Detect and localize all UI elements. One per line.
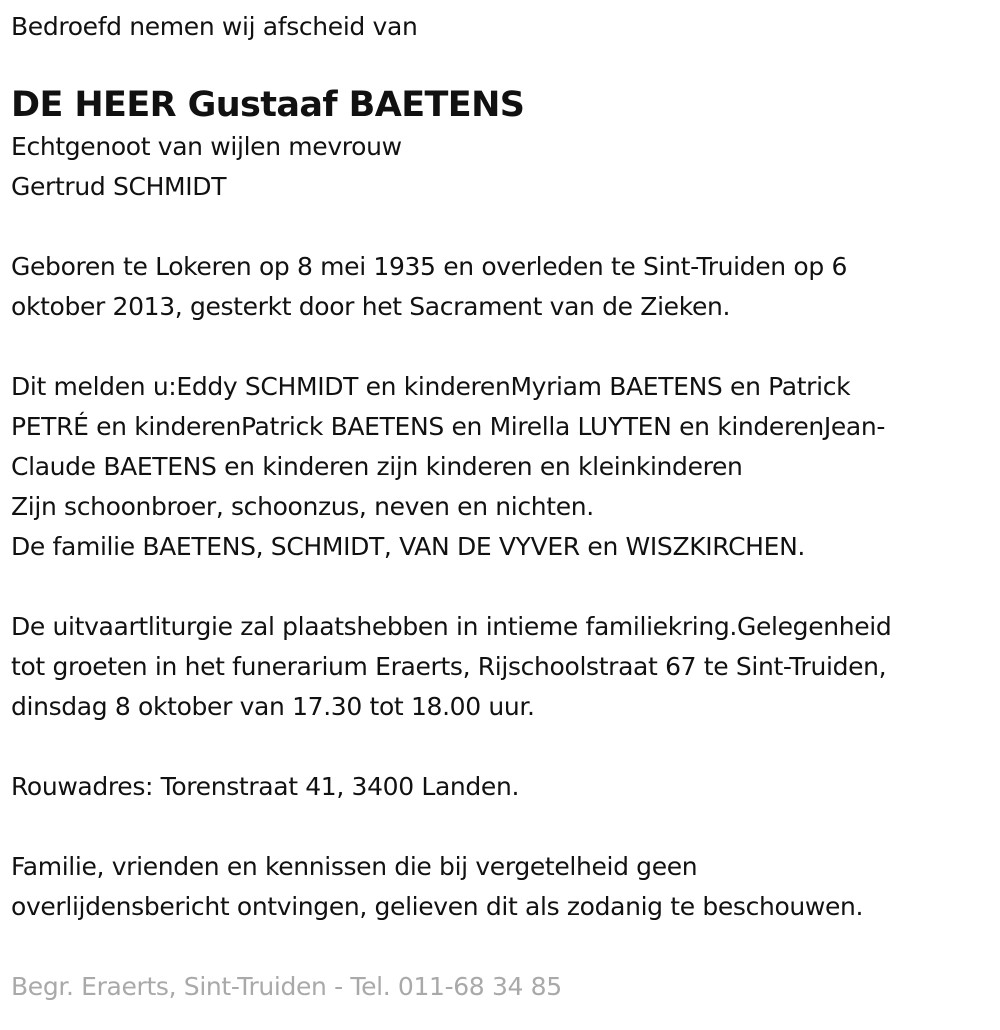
text-line: tot groeten in het funerarium Eraerts, Rijschoolstraat 67 te Sint-Truiden,	[11, 652, 887, 681]
text-line: Familie, vrienden en kennissen die bij vergetelheid geen	[11, 852, 698, 881]
text-line: Zijn schoonbroer, schoonzus, neven en nichten.	[11, 492, 594, 521]
text-line: De familie BAETENS, SCHMIDT, VAN DE VYVER en WISZKIRCHEN.	[11, 532, 806, 561]
family-paragraph	[11, 367, 1000, 567]
text-line: oktober 2013, gesterkt door het Sacrament van de Zieken.	[11, 292, 731, 321]
liturgy-paragraph	[11, 607, 1000, 727]
text-line: dinsdag 8 oktober van 17.30 tot 18.00 uur.	[11, 692, 535, 721]
text-line: Claude BAETENS en kinderen zijn kinderen en kleinkinderen	[11, 452, 743, 481]
spouse-line: Echtgenoot van wijlen mevrouw	[11, 132, 402, 161]
text-line: De uitvaartliturgie zal plaatshebben in intieme familiekring.Gelegenheid	[11, 612, 892, 641]
spouse-name: Gertrud SCHMIDT	[11, 172, 227, 201]
birth-death-paragraph	[11, 247, 1000, 327]
mourning-address: Rouwadres: Torenstraat 41, 3400 Landen.	[11, 772, 520, 801]
intro-text: Bedroefd nemen wij afscheid van	[11, 12, 418, 41]
text-line: PETRÉ en kinderenPatrick BAETENS en Mirella LUYTEN en kinderenJean-	[11, 412, 886, 441]
text-line: Dit melden u:Eddy SCHMIDT en kinderenMyriam BAETENS en Patrick	[11, 372, 851, 401]
closing-paragraph	[11, 847, 1000, 927]
spouse-info	[11, 127, 1000, 207]
text-line: overlijdensbericht ontvingen, gelieven dit als zodanig te beschouwen.	[11, 892, 864, 921]
undertaker-footer: Begr. Eraerts, Sint-Truiden - Tel. 011-68 34 85	[11, 972, 562, 1001]
text-line: Geboren te Lokeren op 8 mei 1935 en overleden te Sint-Truiden op 6	[11, 252, 847, 281]
deceased-name: DE HEER Gustaaf BAETENS	[11, 85, 525, 125]
